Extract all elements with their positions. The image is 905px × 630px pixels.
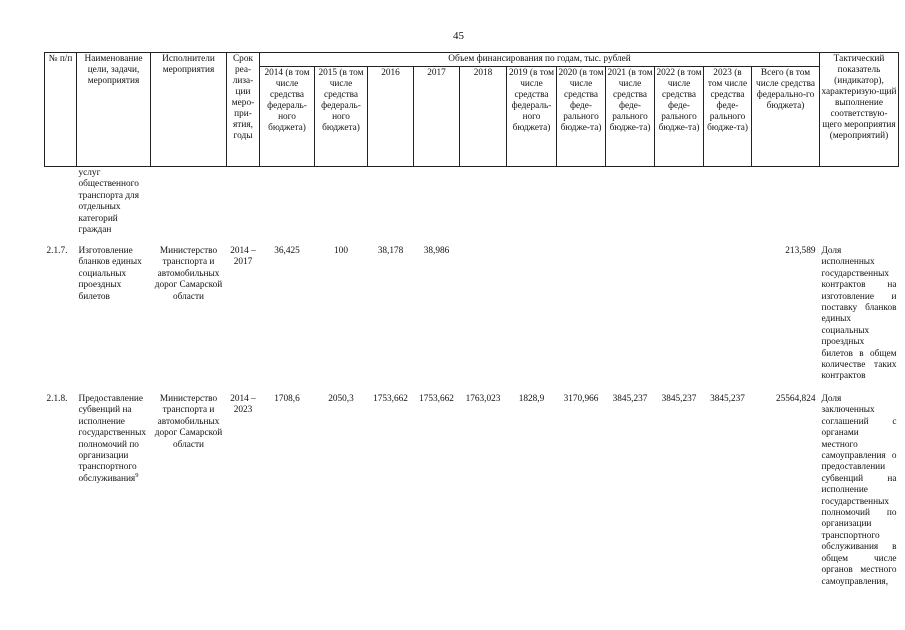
- header-2017: 2017: [414, 67, 460, 167]
- row-2022: 3845,237: [661, 394, 697, 404]
- row-2015: 100: [334, 246, 348, 256]
- row-name-text: Предоставление субвенций на исполнение государственных полномочий по организации транспортного обслуживания: [78, 394, 147, 484]
- row-2017: 1753,662: [419, 394, 454, 404]
- row-executors: Министерство транспорта и автомобильных дорог Самарской области: [154, 246, 223, 302]
- header-indicator: Тактический показатель (индикатор), характеризую-щий выполнение соответствую-щего мероприятия (мероприятий): [820, 53, 899, 167]
- row-2016: 38,178: [377, 246, 404, 256]
- row-2020: [557, 245, 606, 393]
- table-row: [45, 393, 899, 595]
- row-2023: [704, 245, 752, 393]
- row-number: 2.1.7.: [46, 246, 68, 256]
- header-2021: 2021 (в том числе средства феде-рального бюдже-та): [606, 67, 655, 167]
- row-total: 25564,824: [775, 394, 816, 404]
- financing-table: [44, 52, 899, 595]
- row-2014: 1708,6: [274, 394, 300, 404]
- row-2017: 38,986: [423, 246, 450, 256]
- row-2015: 2050,3: [328, 394, 354, 404]
- row-number: 2.1.8.: [46, 394, 68, 404]
- row-2021: 3845,237: [612, 394, 648, 404]
- row-2014: 36,425: [274, 246, 300, 256]
- row-2018: [460, 245, 507, 393]
- header-2019: 2019 (в том числе средства федераль-ного бюджета): [507, 67, 557, 167]
- header-row-1: [45, 53, 899, 67]
- row-indicator: Доля исполненных государственных контрактов на изготовление и поставку бланков единых социальных проездных билетов в общем количестве таких контрактов: [821, 246, 897, 382]
- page-number: 45: [453, 30, 464, 42]
- header-2022: 2022 (в том числе средства феде-рального бюдже-та): [655, 67, 704, 167]
- table-row-continuation: [45, 167, 899, 246]
- row-term: 2014 – 2023: [230, 394, 256, 416]
- header-2015: 2015 (в том числе средства федераль-ного бюджета): [315, 67, 368, 167]
- header-2014: 2014 (в том числе средства федераль-ного бюджета): [260, 67, 315, 167]
- row-total: 213,589: [785, 246, 816, 256]
- row-2019: 1828,9: [518, 394, 545, 404]
- header-total: Всего (в том числе средства федерально-го бюджета): [752, 67, 820, 167]
- row-executors: Министерство транспорта и автомобильных дорог Самарской области: [154, 394, 223, 450]
- header-name: Наименование цели, задачи, мероприятия: [77, 53, 151, 167]
- table-row: [45, 245, 899, 393]
- header-2020: 2020 (в том числе средства феде-рального бюдже-та): [557, 67, 606, 167]
- continuation-text: услуг общественного транспорта для отдельных категорий граждан: [78, 168, 139, 236]
- row-name: Изготовление бланков единых социальных проездных билетов: [78, 246, 142, 302]
- row-2016: 1753,662: [373, 394, 408, 404]
- header-executors: Исполнители мероприятия: [151, 53, 227, 167]
- row-2020: 3170,966: [563, 394, 599, 404]
- row-2019: [507, 245, 557, 393]
- header-financing: Объем финансирования по годам, тыс. рублей: [260, 53, 820, 67]
- header-term: Срок реа-лиза-ции меро-при-ятия, годы: [227, 53, 260, 167]
- header-no: № п/п: [45, 53, 77, 167]
- row-2023: 3845,237: [710, 394, 745, 404]
- header-2023: 2023 (в том числе средства феде-рального бюдже-та): [704, 67, 752, 167]
- row-indicator: Доля заключенных соглашений с органами местного самоуправления о предоставлении субвенций на исполнение государственных полномочий по организации транспортного обслуживания в общем числе органов местного самоуправления,: [821, 394, 897, 587]
- header-2016: 2016: [368, 67, 414, 167]
- row-2021: [606, 245, 655, 393]
- row-2018: 1763,023: [465, 394, 501, 404]
- footnote-marker: 9: [135, 471, 139, 479]
- header-2018: 2018: [460, 67, 507, 167]
- row-2022: [655, 245, 704, 393]
- row-term: 2014 – 2017: [230, 246, 256, 268]
- row-name: [77, 393, 151, 595]
